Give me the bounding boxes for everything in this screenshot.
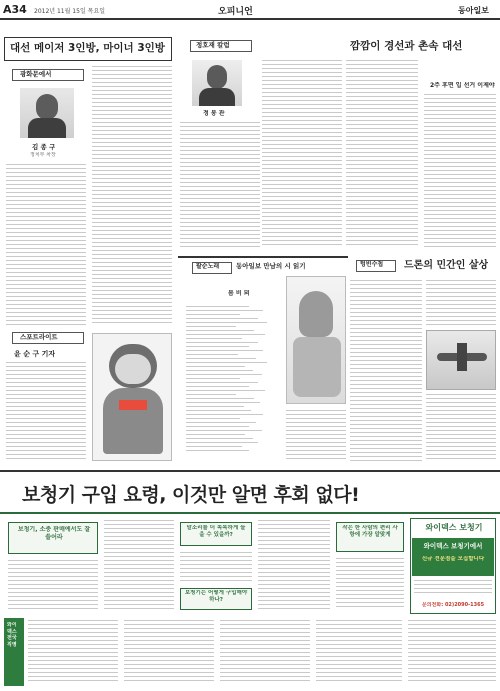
ad-headline: 보청기 구입 요령, 이것만 알면 후회 없다! [22, 484, 360, 506]
gallery-body-right-bottom [426, 394, 496, 464]
page-number: A34 [3, 3, 27, 16]
ad-col4-body [258, 520, 330, 612]
ad-phone: 문의전화: 02)2090-1365 [421, 602, 485, 608]
ad-divider [0, 470, 500, 472]
column2-body-left [180, 122, 260, 250]
column2-author-name: 정 봉 관 [203, 110, 225, 117]
column1-body-right [92, 66, 172, 328]
section-title: 오피니언 [218, 7, 253, 17]
column2-label: 정호재 칼럼 [196, 41, 230, 49]
column2-body-mid [262, 60, 342, 250]
poem-illustration [286, 276, 346, 404]
store-directory-col5 [408, 620, 496, 686]
ad-left-body [8, 560, 98, 612]
gallery-body-left [350, 280, 422, 464]
header-date: 2012년 11월 15일 목요일 [34, 8, 106, 15]
sports-label: 스포트라이트 [20, 333, 58, 341]
poem-column-title: 동아일보 만남의 시 읽기 [236, 262, 306, 270]
ad-left-box-text: 보청기, 소중 판매에서도 잘 쓸어라 [17, 526, 91, 541]
store-directory-col3 [220, 620, 310, 686]
ad-brand-body [414, 580, 492, 600]
poem-text-left [186, 306, 276, 456]
ad-brand-name: 와이덱스 보청기 [425, 523, 483, 532]
author-photo [20, 88, 74, 138]
gallery-label: 텅빈수첩 [360, 261, 384, 268]
cartoon-illustration [92, 333, 172, 461]
ad-green-rule [0, 512, 500, 514]
column1-headline: 대선 메이저 3인방, 마이너 3인방 [10, 42, 165, 54]
poem-commentary [286, 410, 346, 466]
editorial-subhead: 2주 후면 입 선거 이제야 [430, 82, 495, 89]
ad-recruit-line1: 와이덱스 보청기에서 [423, 542, 483, 550]
ad-right-box-text: 작은 한 사람의 편리 사항에 가장 알맞게 [342, 525, 398, 539]
column1-body-left [6, 164, 86, 328]
ad-mid-box1-text: 말소리를 더 똑똑하게 들을 수 있을까? [186, 525, 246, 539]
poem-title: 봄 비 뫼 [228, 290, 250, 297]
page-header [0, 0, 500, 20]
paper-logo: 동아일보 [458, 6, 489, 15]
editorial-body-left [346, 60, 418, 250]
ad-col5-body [336, 558, 404, 612]
author-name: 김 종 구 [32, 143, 56, 151]
column2-author-photo [192, 60, 242, 106]
ad-store-label: 와이덱스 전국 직영 [7, 622, 17, 648]
poem-label: 팔순노래 [196, 263, 220, 270]
store-directory-col2 [124, 620, 214, 686]
drone-photo [426, 330, 496, 390]
editorial-body-right [424, 94, 496, 250]
store-directory-col1 [28, 620, 118, 686]
column1-label: 광화문에서 [20, 70, 52, 78]
editorial-headline: 깜깜이 경선과 촌속 대선 [350, 40, 463, 52]
gallery-body-right-top [426, 280, 496, 328]
author-role: 정치부 차장 [30, 152, 56, 158]
gallery-headline: 드론의 민간인 살상 [404, 260, 489, 271]
sports-caption: 윤 순 구 기자 [14, 350, 56, 358]
ad-col3-body [180, 552, 252, 584]
store-directory-col4 [316, 620, 402, 686]
sports-body-left [6, 362, 86, 460]
ad-recruit-line2: 신규 전문점을 모집합니다 [421, 556, 485, 562]
ad-mid-box2-text: 보청기는 어떻게 구입해야 하나? [184, 590, 248, 604]
ad-col2-body [104, 520, 174, 612]
